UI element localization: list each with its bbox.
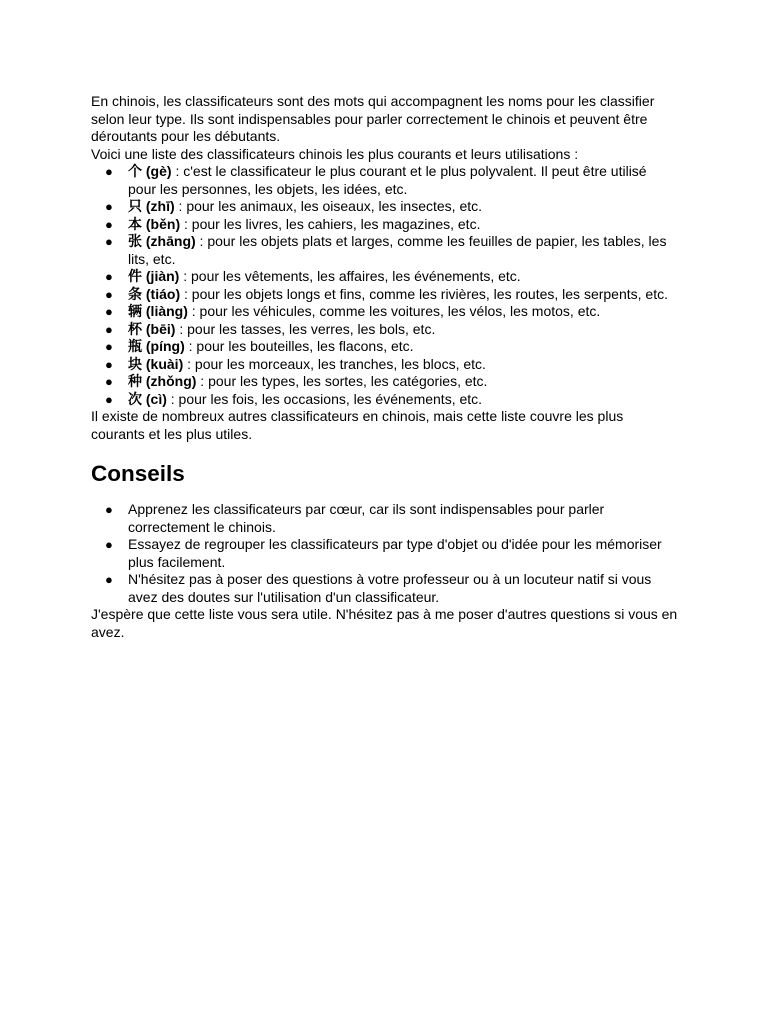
classifier-desc: : pour les types, les sortes, les catégories, etc.	[196, 373, 488, 389]
bullet-icon: ●	[105, 391, 113, 407]
bullet-icon: ●	[105, 339, 113, 354]
list-item	[91, 536, 678, 571]
list-item	[91, 286, 678, 304]
classifier-desc: : pour les tasses, les verres, les bols, etc.	[175, 320, 436, 337]
list-item	[91, 233, 678, 268]
bullet-icon: ●	[105, 234, 113, 249]
classifier-term: 种 (zhǒng)	[128, 373, 197, 389]
list-intro: Voici une liste des classificateurs chinois les plus courants et leurs utilisations :	[91, 145, 579, 162]
list-item	[91, 303, 678, 321]
bullet-icon: ●	[105, 502, 113, 517]
classifier-desc: : pour les bouteilles, les flacons, etc.	[184, 338, 414, 354]
bullet-icon: ●	[105, 164, 113, 179]
classifier-desc: : pour les fois, les occasions, les événements, etc.	[166, 390, 483, 407]
list-item	[91, 268, 678, 286]
classifier-term: 只 (zhī)	[128, 198, 175, 214]
bullet-icon: ●	[105, 321, 113, 337]
list-item	[91, 373, 678, 391]
bullet-icon: ●	[105, 572, 113, 587]
list-item	[91, 163, 678, 198]
list-item	[91, 321, 678, 339]
classifier-term: 次 (cì)	[128, 390, 167, 407]
list-outro: Il existe de nombreux autres classificateurs en chinois, mais cette liste couvre les plus courants et les plus utiles.	[91, 408, 624, 442]
classifier-term: 辆 (liàng)	[128, 303, 188, 319]
bullet-icon: ●	[105, 286, 113, 302]
conseils-list	[91, 501, 678, 606]
list-item	[91, 338, 678, 356]
closing-paragraph: J'espère que cette liste vous sera utile. N'hésitez pas à me poser d'autres questions si vous en avez.	[91, 606, 678, 640]
list-item	[91, 198, 678, 216]
bullet-icon: ●	[105, 199, 113, 214]
list-item	[91, 356, 678, 374]
bullet-icon: ●	[105, 356, 113, 372]
list-item	[91, 571, 678, 606]
classifier-term: 本 (běn)	[128, 215, 181, 232]
classifier-list	[91, 163, 678, 408]
classifier-desc: : pour les vêtements, les affaires, les événements, etc.	[179, 268, 521, 284]
conseil-text: Essayez de regrouper les classificateurs par type d'objet ou d'idée pour les mémoriser plus facilement.	[128, 536, 662, 570]
classifier-desc: : pour les animaux, les oiseaux, les insectes, etc.	[174, 198, 483, 214]
bullet-icon: ●	[105, 374, 113, 389]
classifier-term: 块 (kuài)	[128, 355, 184, 372]
classifier-term: 杯 (bēi)	[128, 320, 176, 337]
classifier-desc: : c'est le classificateur le plus courant et le plus polyvalent. Il peut être utilisé pour les personnes, les objets, les idées, etc.	[128, 163, 647, 197]
classifier-desc: : pour les livres, les cahiers, les magazines, etc.	[180, 215, 481, 232]
classifier-term: 个 (gè)	[128, 163, 172, 179]
classifier-desc: : pour les objets longs et fins, comme les rivières, les routes, les serpents, etc.	[180, 285, 668, 302]
conseil-text: N'hésitez pas à poser des questions à votre professeur ou à un locuteur natif si vous avez des doutes sur l'utilisation d'un classificateur.	[128, 571, 652, 605]
list-item	[91, 216, 678, 234]
bullet-icon: ●	[105, 304, 113, 319]
classifier-desc: : pour les véhicules, comme les voitures, les vélos, les motos, etc.	[187, 303, 601, 319]
bullet-icon: ●	[105, 537, 113, 552]
classifier-term: 瓶 (píng)	[128, 338, 185, 354]
conseils-heading: Conseils	[91, 461, 185, 486]
intro-paragraph: En chinois, les classificateurs sont des mots qui accompagnent les noms pour les classifier selon leur type. Ils sont indispensables pour parler correctement le chinois et peuvent être déroutants pour les débutants.	[91, 93, 655, 144]
classifier-term: 张 (zhāng)	[128, 233, 196, 249]
bullet-icon: ●	[105, 216, 113, 232]
classifier-term: 条 (tiáo)	[128, 285, 181, 302]
classifier-desc: : pour les objets plats et larges, comme les feuilles de papier, les tables, les lits, etc.	[128, 233, 667, 267]
classifier-term: 件 (jiàn)	[128, 268, 180, 284]
list-item	[91, 391, 678, 409]
classifier-desc: : pour les morceaux, les tranches, les blocs, etc.	[183, 355, 486, 372]
bullet-icon: ●	[105, 269, 113, 284]
conseil-text: Apprenez les classificateurs par cœur, car ils sont indispensables pour parler correctement le chinois.	[128, 501, 605, 535]
list-item	[91, 501, 678, 536]
